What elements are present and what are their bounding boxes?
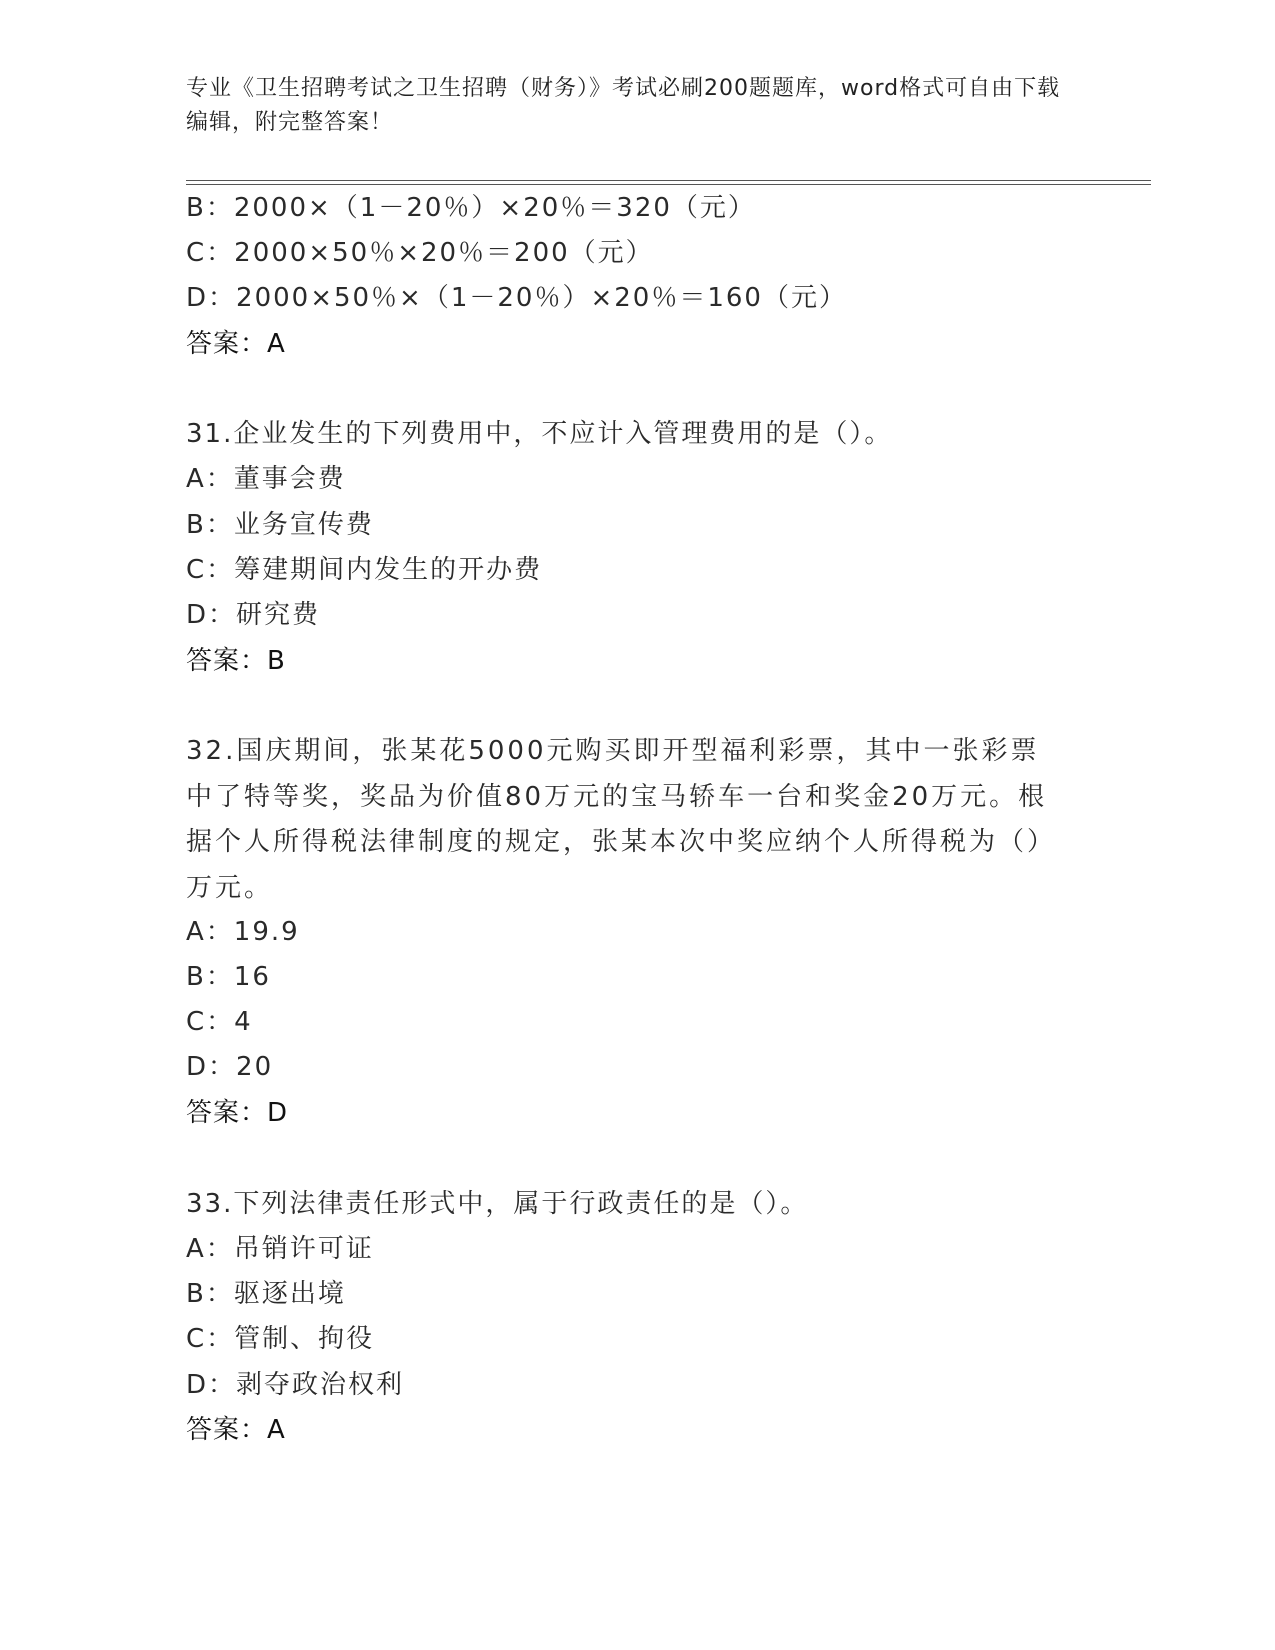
q33-option-a: A：吊销许可证: [186, 1234, 374, 1264]
q32-option-d: D：20: [186, 1052, 274, 1082]
q33-option-b: B：驱逐出境: [186, 1279, 346, 1309]
q33-answer: 答案：A: [186, 1415, 286, 1445]
q31-option-a: A：董事会费: [186, 464, 346, 494]
header-divider-second: [186, 184, 1151, 185]
q32-option-b: B：16: [186, 962, 271, 992]
q32-option-a: A：19.9: [186, 917, 300, 947]
q31-option-c: C：筹建期间内发生的开办费: [186, 555, 543, 585]
q31-option-d: D：研究费: [186, 600, 321, 630]
document-header: 专业《卫生招聘考试之卫生招聘（财务）》考试必刷200题题库，word格式可自由下载编辑，附完整答案！: [186, 76, 1061, 135]
header-divider: [186, 180, 1151, 181]
q32-stem: 32.国庆期间，张某花5000元购买即开型福利彩票，其中一张彩票中了特等奖，奖品为价值80万元的宝马轿车一台和奖金20万元。根据个人所得税法律制度的规定，张某本次中奖应纳个人所得税为（）万元。: [186, 736, 1057, 903]
q33-option-d: D：剥夺政治权利: [186, 1370, 405, 1400]
prev-answer: 答案：A: [186, 329, 286, 359]
prev-option-c: C：2000×50％×20％＝200（元）: [186, 238, 654, 268]
q33-stem: 33.下列法律责任形式中，属于行政责任的是（）。: [186, 1189, 809, 1219]
q32-option-c: C：4: [186, 1007, 253, 1037]
q33-option-c: C：管制、拘役: [186, 1324, 375, 1354]
q31-option-b: B：业务宣传费: [186, 510, 374, 540]
q32-answer: 答案：D: [186, 1098, 289, 1128]
q31-stem: 31.企业发生的下列费用中，不应计入管理费用的是（）。: [186, 419, 893, 449]
prev-option-d: D：2000×50％×（1－20％）×20％＝160（元）: [186, 283, 847, 313]
prev-option-b: B：2000×（1－20％）×20％＝320（元）: [186, 193, 756, 223]
q31-answer: 答案：B: [186, 646, 286, 676]
